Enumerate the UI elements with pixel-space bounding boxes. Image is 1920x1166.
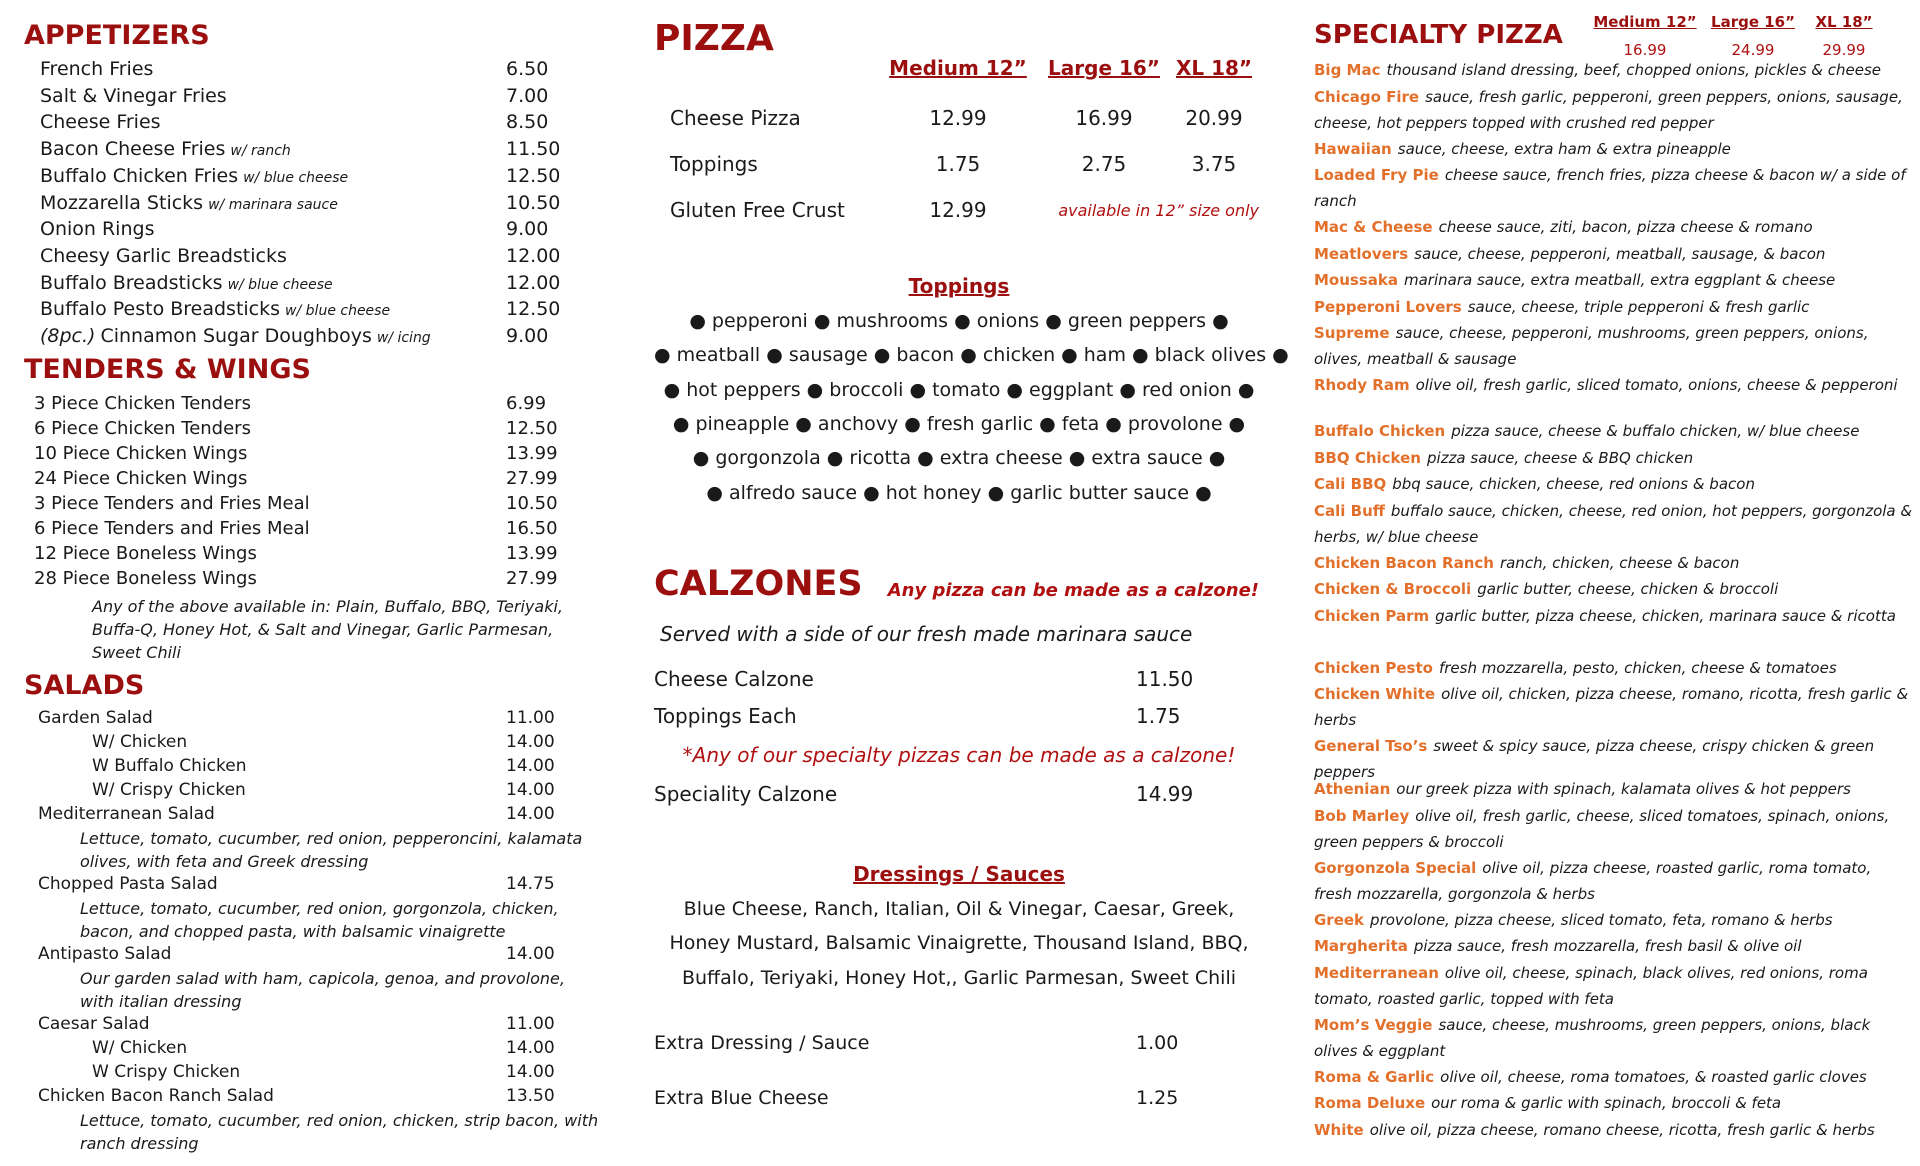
specialty-pizza-description: sauce, cheese, triple pepperoni & fresh garlic <box>1467 297 1810 316</box>
calzone-price: 1.75 <box>1136 704 1181 728</box>
salad-option-name: W/ Chicken <box>92 1038 188 1058</box>
specialty-pizza-name: Supreme <box>1314 324 1390 342</box>
menu-item-name: Cheesy Garlic Breadsticks <box>40 244 287 267</box>
specialty-price-medium: 16.99 <box>1623 41 1667 59</box>
gluten-free-label: Gluten Free Crust <box>670 198 845 222</box>
menu-item-name: 24 Piece Chicken Wings <box>34 468 248 489</box>
extra-price: 1.25 <box>1136 1087 1179 1109</box>
menu-item-name: French Fries <box>40 58 154 80</box>
specialty-pizza-name: Mediterranean <box>1314 963 1439 982</box>
pizza-heading: PIZZA <box>654 18 774 59</box>
calzones-heading: CALZONES <box>654 564 863 604</box>
specialty-calzone-label: Speciality Calzone <box>654 782 838 806</box>
topping-line: ● pineapple ● anchovy ● fresh garlic ● feta ● provolone ● <box>672 412 1246 435</box>
toppings-heading: Toppings <box>908 274 1010 298</box>
specialty-pizza-description: fresh mozzarella, pesto, chicken, cheese & tomatoes <box>1438 658 1837 677</box>
menu-item-price: 16.50 <box>506 518 558 539</box>
specialty-pizza-description: sauce, fresh garlic, pepperoni, green peppers, onions, sausage, cheese, hot peppers topped with crushed red pepper <box>1314 87 1903 132</box>
specialty-pizza-name: General Tso’s <box>1314 737 1428 755</box>
menu-item <box>40 325 431 347</box>
menu-item-name: 10 Piece Chicken Wings <box>34 443 248 464</box>
specialty-calzone-note: *Any of our specialty pizzas can be made as a calzone! <box>682 743 1236 767</box>
dressings-heading: Dressings / Sauces <box>853 862 1065 886</box>
specialty-pizza-description: pizza sauce, cheese & BBQ chicken <box>1427 448 1694 467</box>
specialty-pizza-description: olive oil, pizza cheese, roasted garlic, roma tomato, fresh mozzarella, gorgonzola & herbs <box>1314 858 1872 903</box>
menu-item-price: 13.99 <box>506 543 558 564</box>
menu-item-name: Bacon Cheese Fries <box>40 138 226 161</box>
appetizers-heading: APPETIZERS <box>24 20 210 51</box>
menu-item <box>40 165 348 187</box>
specialty-pizza-name: BBQ Chicken <box>1314 448 1421 467</box>
specialty-pizza-name: Moussaka <box>1314 271 1398 289</box>
menu-item-name: 28 Piece Boneless Wings <box>34 568 257 589</box>
gluten-free-note: available in 12” size only <box>1058 201 1259 220</box>
specialty-pizza-name: Roma Deluxe <box>1314 1094 1426 1112</box>
menu-item-price: 6.50 <box>506 58 549 80</box>
specialty-pizza-name: Cali BBQ <box>1314 475 1387 493</box>
specialty-pizza-name: Chicken Parm <box>1314 606 1430 625</box>
pizza-price: 1.75 <box>935 152 981 176</box>
menu-item-price: 7.00 <box>506 84 549 107</box>
menu-item-name: Cinnamon Sugar Doughboys <box>100 325 372 347</box>
tenders-flavors-note: Any of the above available in: Plain, Buffalo, BBQ, Teriyaki, Buffa-Q, Honey Hot, & Salt and Vinegar, Garlic Parmesan, Sweet Chili <box>92 597 563 662</box>
specialty-pizza-name: Chicken White <box>1314 685 1436 703</box>
specialty-pizza-item <box>1314 294 1914 320</box>
menu-item-note: w/ ranch <box>230 143 291 160</box>
specialty-pizza-item <box>1314 576 1914 602</box>
menu-item-price: 9.00 <box>506 218 549 241</box>
extra-price: 1.00 <box>1136 1032 1179 1054</box>
salad-name: Antipasto Salad <box>38 944 172 964</box>
specialty-pizza-item <box>1314 855 1914 907</box>
specialty-pizza-name: Roma & Garlic <box>1314 1067 1435 1086</box>
menu-item <box>40 58 153 80</box>
menu-item-price: 9.00 <box>506 325 549 347</box>
salad-description: Lettuce, tomato, cucumber, red onion, pepperoncini, kalamata olives, with feta and Greek dressing <box>80 829 583 871</box>
salad-price: 11.00 <box>506 708 555 728</box>
specialty-pizza-item <box>1314 84 1914 136</box>
salad-price: 14.00 <box>506 1062 555 1082</box>
specialty-size-xl: XL 18” <box>1815 13 1873 31</box>
menu-item-price: 27.99 <box>506 568 558 589</box>
specialty-pizza-description: thousand island dressing, beef, chopped onions, pickles & cheese <box>1386 61 1882 79</box>
specialty-pizza-description: olive oil, pizza cheese, romano cheese, ricotta, fresh garlic & herbs <box>1369 1120 1875 1139</box>
calzone-name: Cheese Calzone <box>654 667 814 691</box>
specialty-heading: SPECIALTY PIZZA <box>1314 20 1563 50</box>
specialty-pizza-name: Mom’s Veggie <box>1314 1015 1433 1034</box>
specialty-pizza-description: olive oil, cheese, spinach, black olives, red onions, roma tomato, roasted garlic, topped with feta <box>1314 963 1868 1008</box>
menu-item-name: Onion Rings <box>40 218 155 241</box>
pizza-size-large: Large 16” <box>1048 56 1160 80</box>
extra-name: Extra Dressing / Sauce <box>654 1032 870 1054</box>
specialty-pizza-description: ranch, chicken, cheese & bacon <box>1499 553 1740 572</box>
specialty-pizza-description: cheese sauce, french fries, pizza cheese & bacon w/ a side of ranch <box>1314 166 1906 210</box>
specialty-pizza-description: olive oil, fresh garlic, sliced tomato, onions, cheese & pepperoni <box>1415 376 1898 394</box>
specialty-pizza-description: garlic butter, pizza cheese, chicken, marinara sauce & ricotta <box>1435 606 1896 625</box>
dressing-line: Blue Cheese, Ranch, Italian, Oil & Vinegar, Caesar, Greek, <box>683 898 1235 920</box>
tenders-heading: TENDERS & WINGS <box>24 354 311 385</box>
salad-price: 13.50 <box>506 1086 555 1106</box>
salad-description: Lettuce, tomato, cucumber, red onion, gorgonzola, chicken, bacon, and chopped pasta, with balsamic vinaigrette <box>80 899 559 941</box>
specialty-pizza-item <box>1314 418 1914 444</box>
specialty-pizza-item <box>1314 372 1914 398</box>
salad-name: Caesar Salad <box>38 1014 150 1034</box>
menu-item <box>40 111 161 133</box>
salad-name: Chicken Bacon Ranch Salad <box>38 1086 274 1106</box>
menu-item-name: Buffalo Chicken Fries <box>40 164 239 187</box>
specialty-calzone-price: 14.99 <box>1136 782 1194 806</box>
specialty-price-xl: 29.99 <box>1822 41 1866 59</box>
specialty-pizza-name: Bob Marley <box>1314 806 1410 825</box>
menu-item-name: 12 Piece Boneless Wings <box>34 543 257 564</box>
specialty-pizza-description: sauce, cheese, mushrooms, green peppers, onions, black olives & eggplant <box>1314 1015 1871 1060</box>
menu-item <box>40 298 390 320</box>
pizza-price: 3.75 <box>1191 152 1237 176</box>
topping-line: ● alfredo sauce ● hot honey ● garlic butter sauce ● <box>706 481 1212 504</box>
menu-item-name: Buffalo Pesto Breadsticks <box>40 298 281 321</box>
menu-item-price: 11.50 <box>506 138 561 161</box>
salad-price: 14.00 <box>506 944 555 964</box>
specialty-pizza-item <box>1314 1012 1914 1064</box>
pizza-row-name: Cheese Pizza <box>670 106 801 130</box>
menu-item-name: 3 Piece Chicken Tenders <box>34 393 251 414</box>
specialty-pizza-description: pizza sauce, fresh mozzarella, fresh basil & olive oil <box>1413 937 1802 955</box>
salad-option-name: W Crispy Chicken <box>92 1062 241 1082</box>
specialty-pizza-item <box>1314 1090 1914 1116</box>
specialty-pizza-item <box>1314 241 1914 267</box>
specialty-pizza-description: sauce, cheese, extra ham & extra pineapple <box>1397 139 1731 158</box>
menu-item-note: w/ icing <box>376 330 431 346</box>
specialty-pizza-item <box>1314 933 1914 959</box>
specialty-pizza-name: Margherita <box>1314 937 1408 955</box>
dressing-line: Honey Mustard, Balsamic Vinaigrette, Thousand Island, BBQ, <box>669 932 1249 955</box>
menu-item-price: 13.99 <box>506 443 558 464</box>
salad-description: Our garden salad with ham, capicola, genoa, and provolone, with italian dressing <box>80 969 565 1011</box>
menu-item-price: 12.00 <box>506 244 561 267</box>
pizza-price: 2.75 <box>1081 152 1127 176</box>
specialty-pizza-item <box>1314 471 1914 497</box>
pizza-size-xl: XL 18” <box>1175 56 1253 80</box>
specialty-pizza-name: Chicago Fire <box>1314 87 1420 106</box>
salad-price: 14.00 <box>506 780 555 800</box>
menu-item-name: Cheese Fries <box>40 111 161 134</box>
menu-item-name: 3 Piece Tenders and Fries Meal <box>34 493 310 514</box>
specialty-pizza-item <box>1314 445 1914 471</box>
specialty-pizza-description: pizza sauce, cheese & buffalo chicken, w/ blue cheese <box>1451 422 1860 440</box>
specialty-pizza-description: cheese sauce, ziti, bacon, pizza cheese & romano <box>1438 218 1813 236</box>
specialty-pizza-name: Big Mac <box>1314 61 1381 79</box>
menu-item-note: w/ marinara sauce <box>208 196 338 213</box>
menu-item-name: 6 Piece Tenders and Fries Meal <box>34 518 310 539</box>
specialty-pizza-description: olive oil, fresh garlic, cheese, sliced tomatoes, spinach, onions, green peppers & broccoli <box>1314 806 1890 851</box>
salad-price: 14.00 <box>506 1038 555 1058</box>
salad-price: 14.00 <box>506 804 555 824</box>
menu-item-price: 12.50 <box>506 164 561 187</box>
specialty-price-large: 24.99 <box>1731 41 1775 59</box>
pizza-price: 20.99 <box>1185 106 1243 130</box>
salad-price: 11.00 <box>506 1014 555 1034</box>
specialty-size-medium: Medium 12” <box>1593 13 1697 31</box>
salad-name: Chopped Pasta Salad <box>38 874 218 894</box>
menu-item <box>40 85 227 107</box>
specialty-pizza-name: White <box>1314 1120 1364 1139</box>
menu-item-name: 6 Piece Chicken Tenders <box>34 418 251 439</box>
salad-option-name: W/ Chicken <box>92 732 188 752</box>
menu-item-price: 12.50 <box>506 298 561 321</box>
specialty-pizza-name: Loaded Fry Pie <box>1314 166 1439 184</box>
pizza-price: 12.99 <box>929 106 987 130</box>
specialty-pizza-name: Meatlovers <box>1314 244 1409 263</box>
menu-item-price: 12.00 <box>506 271 561 294</box>
menu-item-name: Salt & Vinegar Fries <box>40 84 227 107</box>
dressing-line: Buffalo, Teriyaki, Honey Hot,, Garlic Parmesan, Sweet Chili <box>681 966 1237 989</box>
specialty-pizza-item <box>1314 803 1914 855</box>
specialty-pizza-name: Chicken Pesto <box>1314 658 1433 677</box>
specialty-pizza-name: Athenian <box>1314 780 1391 798</box>
salad-description: Lettuce, tomato, cucumber, red onion, chicken, strip bacon, with ranch dressing <box>80 1111 599 1153</box>
specialty-pizza-name: Chicken & Broccoli <box>1314 580 1472 598</box>
pizza-size-medium: Medium 12” <box>889 56 1027 80</box>
specialty-pizza-item <box>1314 162 1914 214</box>
specialty-pizza-description: sauce, cheese, pepperoni, mushrooms, green peppers, onions, olives, meatball & sausage <box>1314 324 1869 368</box>
topping-line: ● hot peppers ● broccoli ● tomato ● eggplant ● red onion ● <box>663 378 1255 401</box>
specialty-pizza-item <box>1314 1064 1914 1090</box>
specialty-pizza-item <box>1314 214 1914 240</box>
menu-item-price: 8.50 <box>506 111 549 134</box>
salad-name: Mediterranean Salad <box>38 804 215 824</box>
specialty-pizza-description: sauce, cheese, pepperoni, meatball, sausage, & bacon <box>1414 244 1826 263</box>
specialty-pizza-name: Gorgonzola Special <box>1314 858 1477 877</box>
specialty-pizza-name: Hawaiian <box>1314 139 1392 158</box>
specialty-pizza-item <box>1314 681 1914 733</box>
topping-line: ● pepperoni ● mushrooms ● onions ● green peppers ● <box>689 310 1229 332</box>
menu-item-price: 6.99 <box>506 393 547 414</box>
menu-item <box>40 138 291 160</box>
specialty-pizza-name: Greek <box>1314 910 1365 929</box>
specialty-pizza-description: garlic butter, cheese, chicken & broccoli <box>1477 580 1779 598</box>
salads-heading: SALADS <box>24 670 145 701</box>
specialty-pizza-item <box>1314 1117 1914 1143</box>
specialty-pizza-item <box>1314 907 1914 933</box>
salad-option-name: W/ Crispy Chicken <box>92 780 246 800</box>
specialty-pizza-item <box>1314 320 1914 372</box>
specialty-pizza-item <box>1314 267 1914 293</box>
gluten-free-price: 12.99 <box>929 198 987 222</box>
specialty-pizza-item <box>1314 57 1914 83</box>
specialty-pizza-item <box>1314 603 1914 629</box>
menu-item <box>40 245 287 267</box>
specialty-pizza-item <box>1314 960 1914 1012</box>
topping-line: ● meatball ● sausage ● bacon ● chicken ● ham ● black olives ● <box>654 344 1289 367</box>
calzones-subtitle: Served with a side of our fresh made marinara sauce <box>660 622 1193 646</box>
specialty-pizza-description: buffalo sauce, chicken, cheese, red onion, hot peppers, gorgonzola & herbs, w/ blue cheese <box>1314 501 1913 546</box>
specialty-pizza-name: Buffalo Chicken <box>1314 422 1446 440</box>
specialty-pizza-item <box>1314 136 1914 162</box>
salad-price: 14.00 <box>506 756 555 776</box>
menu-item-name: Mozzarella Sticks <box>40 191 204 214</box>
specialty-pizza-item <box>1314 498 1914 550</box>
calzone-name: Toppings Each <box>654 704 797 728</box>
menu-item-prefix: (8pc.) <box>40 325 96 347</box>
salad-name: Garden Salad <box>38 708 153 728</box>
salad-option-name: W Buffalo Chicken <box>92 756 247 776</box>
specialty-pizza-description: sweet & spicy sauce, pizza cheese, crispy chicken & green peppers <box>1314 737 1875 781</box>
menu-item-price: 10.50 <box>506 493 558 514</box>
specialty-pizza-description: our roma & garlic with spinach, broccoli & feta <box>1431 1094 1782 1112</box>
menu-item-note: w/ blue cheese <box>243 169 349 186</box>
menu-item-price: 12.50 <box>506 418 558 439</box>
pizza-price: 16.99 <box>1075 106 1133 130</box>
specialty-pizza-name: Pepperoni Lovers <box>1314 297 1462 316</box>
specialty-size-large: Large 16” <box>1711 13 1795 31</box>
specialty-pizza-name: Rhody Ram <box>1314 376 1410 394</box>
calzone-price: 11.50 <box>1136 667 1194 691</box>
specialty-pizza-name: Mac & Cheese <box>1314 218 1433 236</box>
specialty-pizza-description: bbq sauce, chicken, cheese, red onions & bacon <box>1392 475 1755 493</box>
menu-item <box>40 192 338 214</box>
specialty-pizza-description: our greek pizza with spinach, kalamata olives & hot peppers <box>1396 780 1851 798</box>
specialty-pizza-item <box>1314 655 1914 681</box>
salad-price: 14.00 <box>506 732 555 752</box>
pizza-row-name: Toppings <box>670 152 758 176</box>
specialty-pizza-item <box>1314 550 1914 576</box>
menu-item-note: w/ blue cheese <box>227 276 333 293</box>
specialty-pizza-item <box>1314 776 1914 802</box>
specialty-pizza-description: provolone, pizza cheese, sliced tomato, feta, romano & herbs <box>1370 910 1833 929</box>
extra-name: Extra Blue Cheese <box>654 1087 829 1109</box>
calzones-tagline: Any pizza can be made as a calzone! <box>887 580 1259 601</box>
salad-price: 14.75 <box>506 874 555 894</box>
menu-item-price: 10.50 <box>506 191 561 214</box>
specialty-pizza-description: olive oil, chicken, pizza cheese, romano, ricotta, fresh garlic & herbs <box>1314 685 1909 729</box>
topping-line: ● gorgonzola ● ricotta ● extra cheese ● extra sauce ● <box>692 447 1226 470</box>
specialty-pizza-description: marinara sauce, extra meatball, extra eggplant & cheese <box>1404 271 1836 289</box>
specialty-pizza-description: olive oil, cheese, roma tomatoes, & roasted garlic cloves <box>1440 1067 1867 1086</box>
menu-item-price: 27.99 <box>506 468 558 489</box>
menu-item-name: Buffalo Breadsticks <box>40 271 223 294</box>
menu-item <box>40 272 333 294</box>
specialty-pizza-name: Cali Buff <box>1314 501 1385 520</box>
specialty-pizza-name: Chicken Bacon Ranch <box>1314 553 1494 572</box>
menu-item-note: w/ blue cheese <box>285 303 391 320</box>
menu-item <box>40 218 154 240</box>
